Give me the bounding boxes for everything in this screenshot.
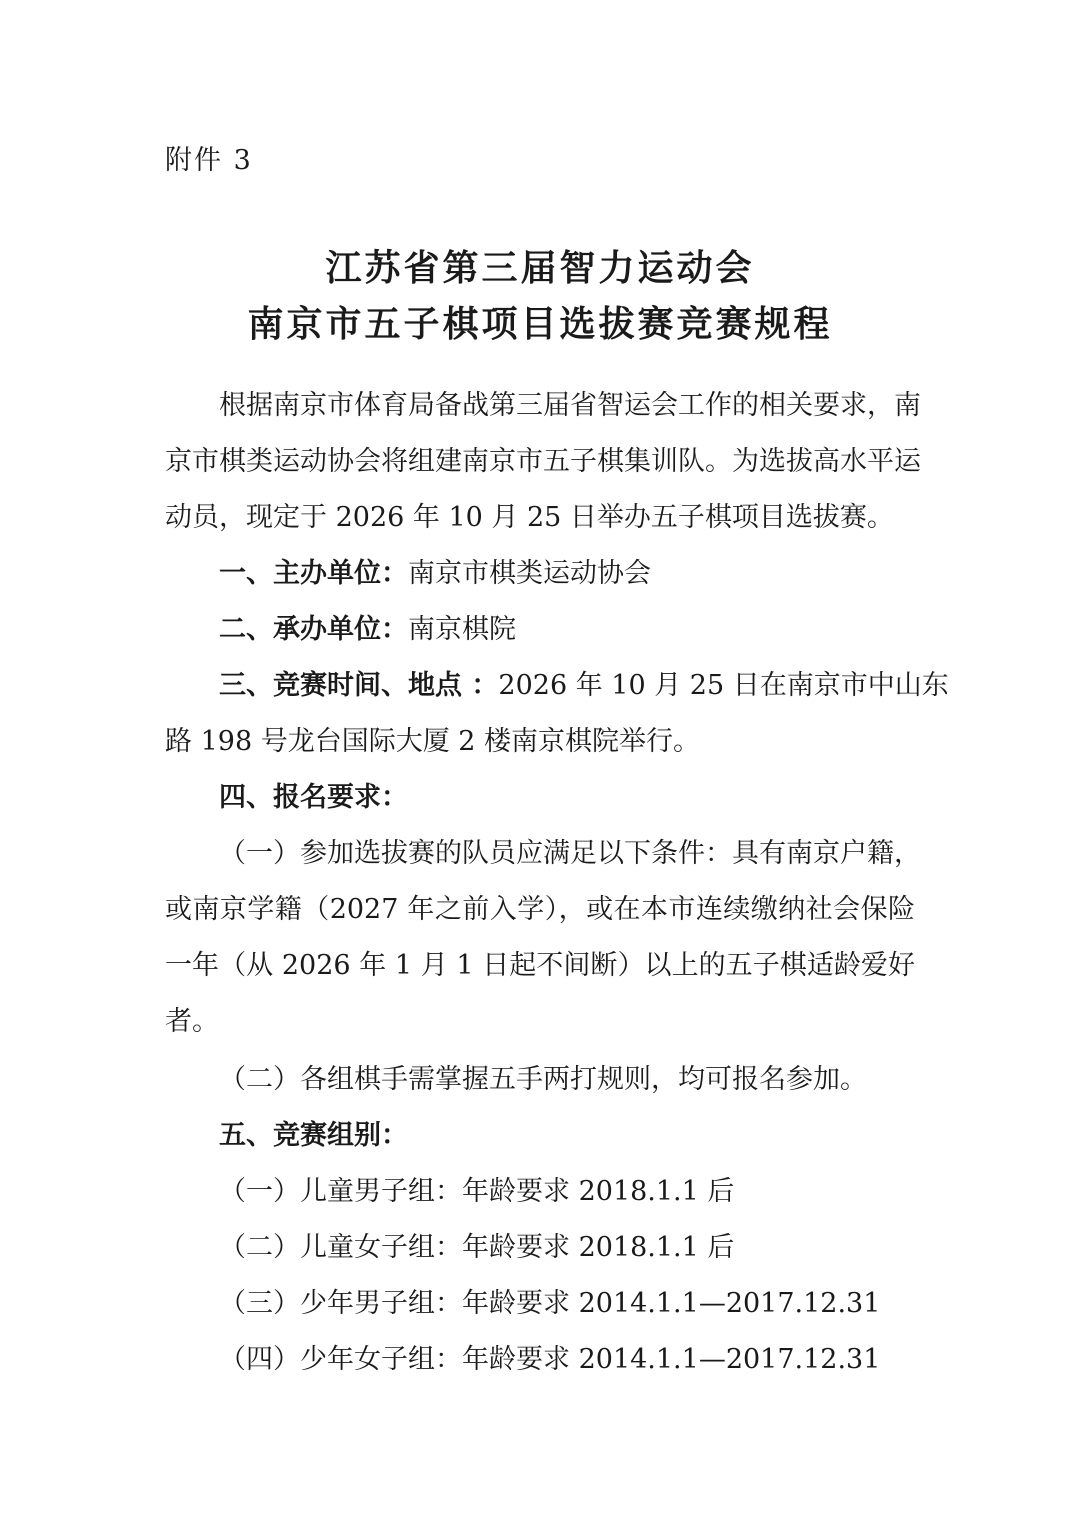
section-1-text: 南京市棋类运动协会 <box>408 558 651 589</box>
group-item: （二）儿童女子组：年龄要求 2018.1.1 后 <box>219 1232 735 1263</box>
section-3 <box>219 666 949 706</box>
section-2 <box>219 610 915 650</box>
intro-line-1: 根据南京市体育局备战第三届省智运会工作的相关要求，南 <box>219 390 921 421</box>
intro-line-2: 京市棋类运动协会将组建南京市五子棋集训队。为选拔高水平运 <box>165 446 921 477</box>
intro-line-3: 动员，现定于 2026 年 10 月 25 日举办五子棋项目选拔赛。 <box>165 502 894 533</box>
section-4-item-1-line-1: （一）参加选拔赛的队员应满足以下条件：具有南京户籍， <box>219 838 921 869</box>
group-item: （四）少年女子组：年龄要求 2014.1.1—2017.12.31 <box>219 1344 881 1375</box>
section-2-text: 南京棋院 <box>408 614 516 645</box>
document-title-line-1: 江苏省第三届智力运动会 <box>325 248 755 289</box>
section-1-heading: 一、主办单位： <box>219 558 408 589</box>
group-item: （三）少年男子组：年龄要求 2014.1.1—2017.12.31 <box>219 1288 881 1319</box>
section-4-item-1-line-4: 者。 <box>165 1006 219 1037</box>
section-5-heading: 五、竞赛组别： <box>219 1120 408 1151</box>
attachment-label: 附件 3 <box>165 145 253 176</box>
section-4-item-2: （二）各组棋手需掌握五手两打规则，均可报名参加。 <box>219 1064 867 1095</box>
section-3-text-line-1: 2026 年 10 月 25 日在南京市中山东 <box>498 670 949 701</box>
document-title-line-2: 南京市五子棋项目选拔赛竞赛规程 <box>247 304 833 345</box>
section-2-heading: 二、承办单位： <box>219 614 408 645</box>
section-3-heading: 三、竞赛时间、地点 ： <box>219 670 499 701</box>
section-4-item-1-line-2: 或南京学籍（2027 年之前入学），或在本市连续缴纳社会保险 <box>165 894 915 925</box>
section-4-item-1-line-3: 一年（从 2026 年 1 月 1 日起不间断）以上的五子棋适龄爱好 <box>165 950 915 981</box>
section-3-text-line-2: 路 198 号龙台国际大厦 2 楼南京棋院举行。 <box>165 726 701 757</box>
group-item: （一）儿童男子组：年龄要求 2018.1.1 后 <box>219 1176 735 1207</box>
section-1 <box>219 554 915 594</box>
section-4-heading: 四、报名要求： <box>219 782 408 813</box>
